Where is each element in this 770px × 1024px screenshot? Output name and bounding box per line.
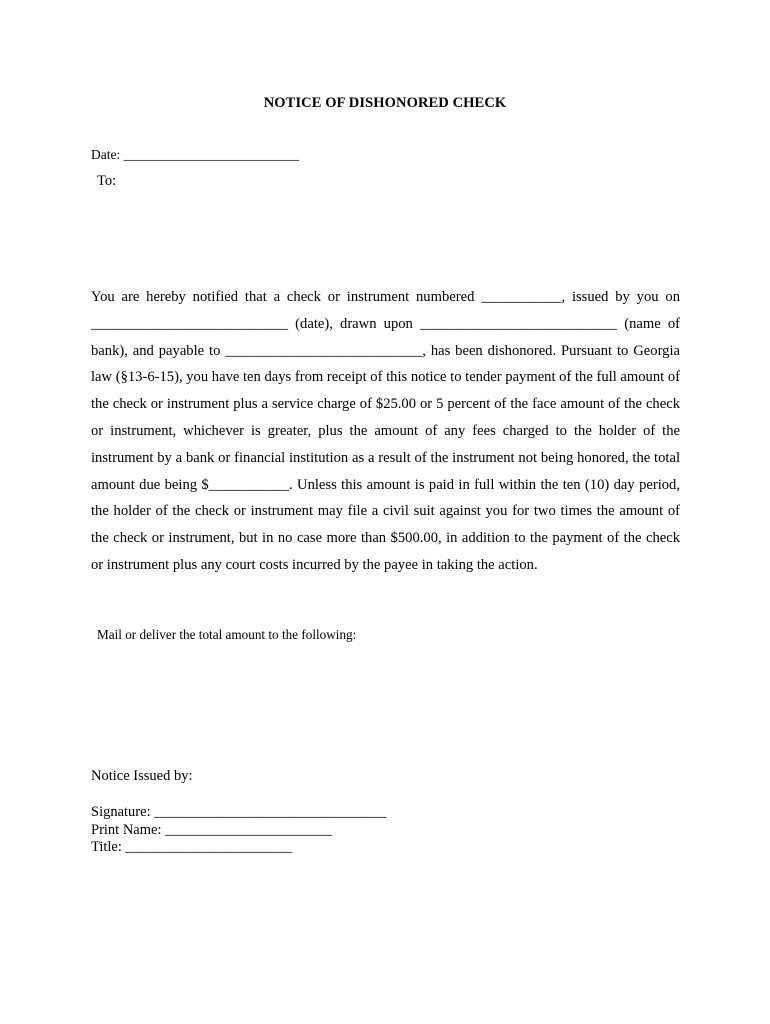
signature-block xyxy=(91,804,386,857)
notice-body: You are hereby notified that a check or instrument numbered ___________, issued by you on ___________________________ (date), drawn upon ___________________________ (name of bank), and payable to ___________________________, has been dishonored. Pursuant to Georgia law (§13-6-15), you have ten days from receipt of this notice to tender payment of the full amount of the check or instrument plus a service charge of $25.00 or 5 percent of the face amount of the check or instrument, whichever is greater, plus the amount of any fees charged to the holder of the instrument by a bank or financial institution as a result of the instrument not being honored, the total amount due being $___________. Unless this amount is paid in full within the ten (10) day period, the holder of the check or instrument may file a civil suit against you for two times the amount of the check or instrument, but in no case more than $500.00, in addition to the payment of the check or instrument plus any court costs incurred by the payee in taking the action. xyxy=(91,289,680,573)
signature-field: Signature: ________________________________ xyxy=(91,804,387,820)
mail-instructions: Mail or deliver the total amount to the following: xyxy=(97,627,357,642)
document-title: NOTICE OF DISHONORED CHECK xyxy=(263,95,507,111)
to-label: To: xyxy=(97,173,117,189)
title-field: Title: _______________________ xyxy=(91,839,293,856)
notice-issued-by-label: Notice Issued by: xyxy=(91,768,193,784)
date-field: Date: __________________________ xyxy=(91,147,300,162)
print-name-field: Print Name: _______________________ xyxy=(91,821,332,838)
